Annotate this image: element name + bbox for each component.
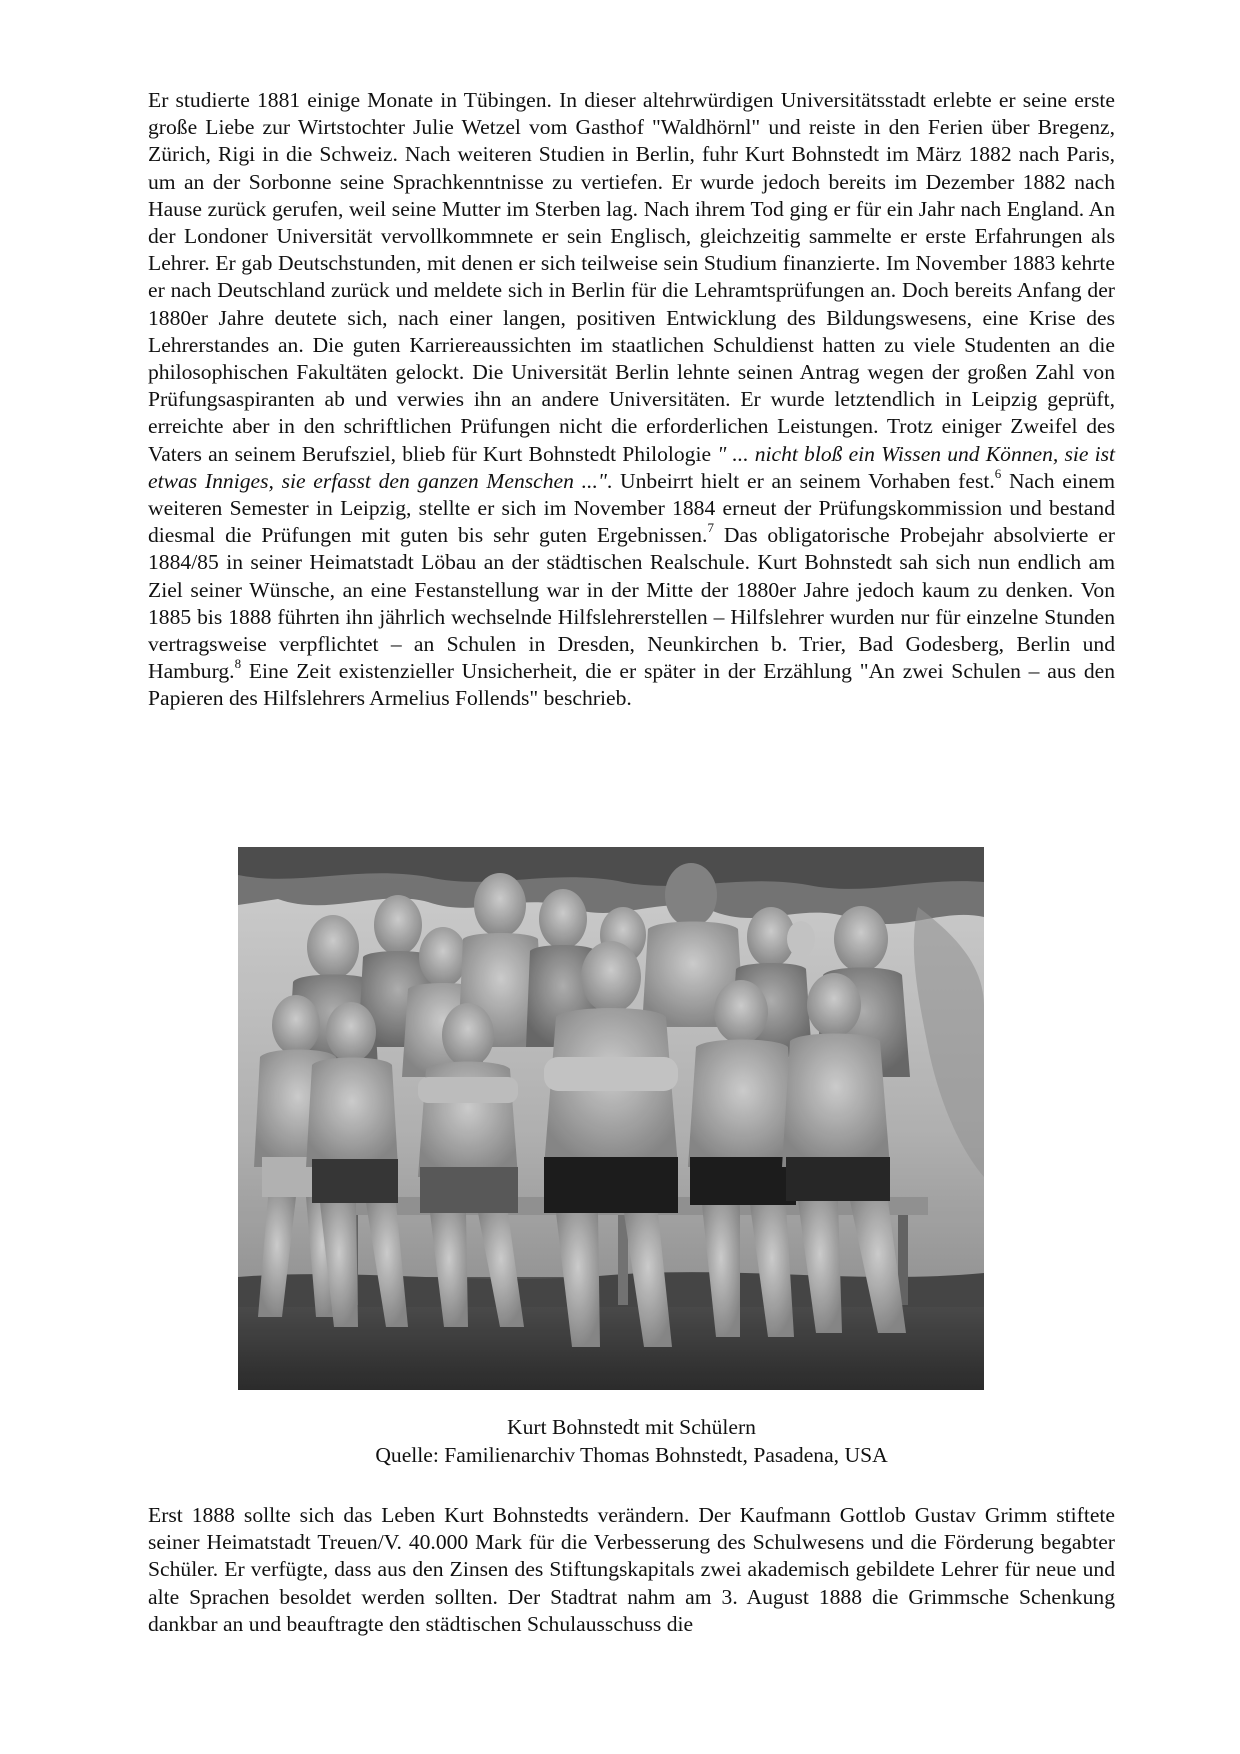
paragraph-1-text-d: Das obligatorische Probejahr absolvierte er 1884/85 in seiner Heimatstadt Löbau an der städtischen Realschule. Kurt Bohnstedt sah sich nun endlich am Ziel seiner Wünsche, an eine Festanstellung war in der Mitte der 1880er Jahre jedoch kaum zu denken. Von 1885 bis 1888 führten ihn jährlich wechselnde Hilfslehrerstellen – Hilfslehrer wurden nur für einzelne Stunden vertragsweise verpflichtet – an Schulen in Dresden, Neunkirchen b. Trier, Bad Godesberg, Berlin und Hamburg. <box>148 523 1115 684</box>
paragraph-2: Erst 1888 sollte sich das Leben Kurt Bohnstedts verändern. Der Kaufmann Gottlob Gustav Grimm stiftete seiner Heimatstadt Treuen/V. 40.000 Mark für die Verbesserung des Schulwesens und die Förderung begabter Schüler. Er verfügte, dass aus den Zinsen des Stiftungskapitals zwei akademisch gebildete Lehrer für neue und alte Sprachen besoldet werden sollten. Der Stadtrat nahm am 3. August 1888 die Grimmsche Schenkung dankbar an und beauftragte den städtischen Schulausschuss die <box>148 1503 1115 1636</box>
paragraph-1-text-e: Eine Zeit existenzieller Unsicherheit, die er später in der Erzählung "An zwei Schulen – aus den Papieren des Hilfslehrers Armelius Follends" beschrieb. <box>148 659 1115 711</box>
figure-caption <box>148 1413 1115 1469</box>
paragraph-1-text-a: Er studierte 1881 einige Monate in Tübingen. In dieser altehrwürdigen Universitätsstadt erlebte er seine erste große Liebe zur Wirtstochter Julie Wetzel vom Gasthof "Waldhörnl" und reiste in den Ferien über Bregenz, Zürich, Rigi in die Schweiz. Nach weiteren Studien in Berlin, fuhr Kurt Bohnstedt im März 1882 nach Paris, um an der Sorbonne seine Sprachkenntnisse zu vertiefen. Er wurde jedoch bereits im Dezember 1882 nach Hause zurück gerufen, weil seine Mutter im Sterben lag. Nach ihrem Tod ging er für ein Jahr nach England. An der Londoner Universität vervollkommnete er sein Englisch, gleichzeitig sammelte er erste Erfahrungen als Lehrer. Er gab Deutschstunden, mit denen er sich teilweise sein Studium finanzierte. Im November 1883 kehrte er nach Deutschland zurück und meldete sich in Berlin für die Lehramtsprüfungen an. Doch bereits Anfang der 1880er Jahre deutete sich, nach einer langen, positiven Entwicklung des Bildungswesens, eine Krise des Lehrerstandes an. Die guten Karriereaussichten im staatlichen Schuldienst hatten zu viele Studenten an die philosophischen Fakultäten gelockt. Die Universität Berlin lehnte seinen Antrag wegen der großen Zahl von Prüfungsaspiranten ab und verwies ihn an andere Universitäten. Er wurde letztendlich in Leipzig geprüft, erreichte aber in den schriftlichen Prüfungen nicht die erforderlichen Leistungen. Trotz einiger Zweifel des Vaters an seinem Berufsziel, blieb für Kurt Bohnstedt Philologie <box>148 88 1115 466</box>
paragraph-1-text-c: Nach einem weiteren Semester in Leipzig, stellte er sich im November 1884 erneut der Prüfungskommission und bestand diesmal die Prüfungen mit guten bis sehr guten Ergebnissen. <box>148 468 1116 548</box>
page-body-continued <box>148 1502 1115 1638</box>
footnote-ref-7[interactable]: 7 <box>707 520 714 536</box>
footnote-ref-6[interactable]: 6 <box>994 465 1002 481</box>
caption-title: Kurt Bohnstedt mit Schülern <box>507 1415 756 1439</box>
footnote-ref-8[interactable]: 8 <box>234 656 242 672</box>
paragraph-1 <box>148 87 1115 713</box>
page-body <box>148 87 1115 713</box>
paragraph-1-text-b: . Unbeirrt hielt er an seinem Vorhaben fest. <box>606 468 995 493</box>
photo-illustration <box>238 847 984 1390</box>
caption-source: Quelle: Familienarchiv Thomas Bohnstedt, Pasadena, USA <box>375 1443 888 1467</box>
group-photo <box>238 847 984 1390</box>
philology-quote: " ... nicht bloß ein Wissen und Können, sie ist etwas Inniges, sie erfasst den ganzen Menschen ..." <box>148 441 1115 493</box>
